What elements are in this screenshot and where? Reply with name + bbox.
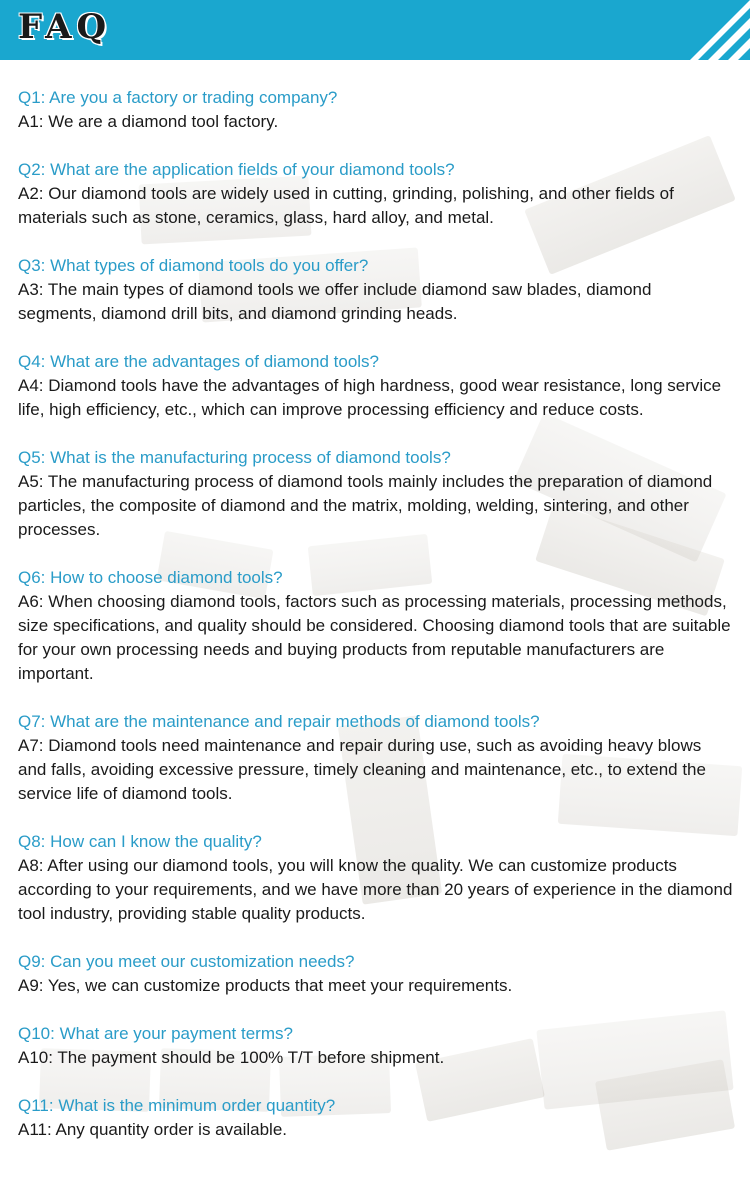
faq-item [18,350,733,422]
faq-answer: A11: Any quantity order is available. [18,1120,288,1139]
faq-answer: A4: Diamond tools have the advantages of high hardness, good wear resistance, long service life, high efficiency, etc., which can improve processing efficiency and reduce costs. [18,376,722,419]
faq-item [18,1022,733,1070]
faq-question: Q2: What are the application fields of your diamond tools? [18,160,455,179]
faq-question: Q5: What is the manufacturing process of diamond tools? [18,448,451,467]
faq-item [18,1094,733,1142]
faq-question: Q3: What types of diamond tools do you offer? [18,256,369,275]
faq-question: Q10: What are your payment terms? [18,1024,293,1043]
faq-answer: A7: Diamond tools need maintenance and repair during use, such as avoiding heavy blows and falls, avoiding excessive pressure, timely cleaning and maintenance, etc., to extend the service life of diamond tools. [18,736,706,803]
faq-answer: A3: The main types of diamond tools we offer include diamond saw blades, diamond segments, diamond drill bits, and diamond grinding heads. [18,280,652,323]
faq-answer: A2: Our diamond tools are widely used in cutting, grinding, polishing, and other fields of materials such as stone, ceramics, glass, hard alloy, and metal. [18,184,674,227]
faq-question: Q6: How to choose diamond tools? [18,568,283,587]
faq-answer: A1: We are a diamond tool factory. [18,112,279,131]
faq-list [18,86,733,1166]
diagonal-stripes-icon [680,0,750,60]
faq-item [18,446,733,542]
page-title: FAQ [18,7,112,47]
faq-question: Q7: What are the maintenance and repair methods of diamond tools? [18,712,540,731]
faq-item [18,710,733,806]
faq-question: Q4: What are the advantages of diamond tools? [18,352,380,371]
faq-item [18,158,733,230]
faq-item [18,830,733,926]
faq-item [18,254,733,326]
faq-question: Q8: How can I know the quality? [18,832,262,851]
faq-item [18,566,733,686]
faq-answer: A5: The manufacturing process of diamond tools mainly includes the preparation of diamond particles, the composite of diamond and the matrix, molding, welding, sintering, and other processes. [18,472,713,539]
faq-question: Q1: Are you a factory or trading company? [18,88,338,107]
faq-answer: A10: The payment should be 100% T/T before shipment. [18,1048,445,1067]
faq-item [18,950,733,998]
faq-item [18,86,733,134]
faq-header-banner [0,0,750,60]
faq-answer: A8: After using our diamond tools, you will know the quality. We can customize products according to your requirements, and we have more than 20 years of experience in the diamond tool industry, providing stable quality products. [18,856,733,923]
faq-answer: A6: When choosing diamond tools, factors such as processing materials, processing methods, size specifications, and quality should be considered. Choosing diamond tools that are suitable for your own processing needs and buying products from reputable manufacturers are important. [18,592,731,683]
faq-question: Q9: Can you meet our customization needs? [18,952,355,971]
faq-question: Q11: What is the minimum order quantity? [18,1096,336,1115]
faq-answer: A9: Yes, we can customize products that meet your requirements. [18,976,513,995]
